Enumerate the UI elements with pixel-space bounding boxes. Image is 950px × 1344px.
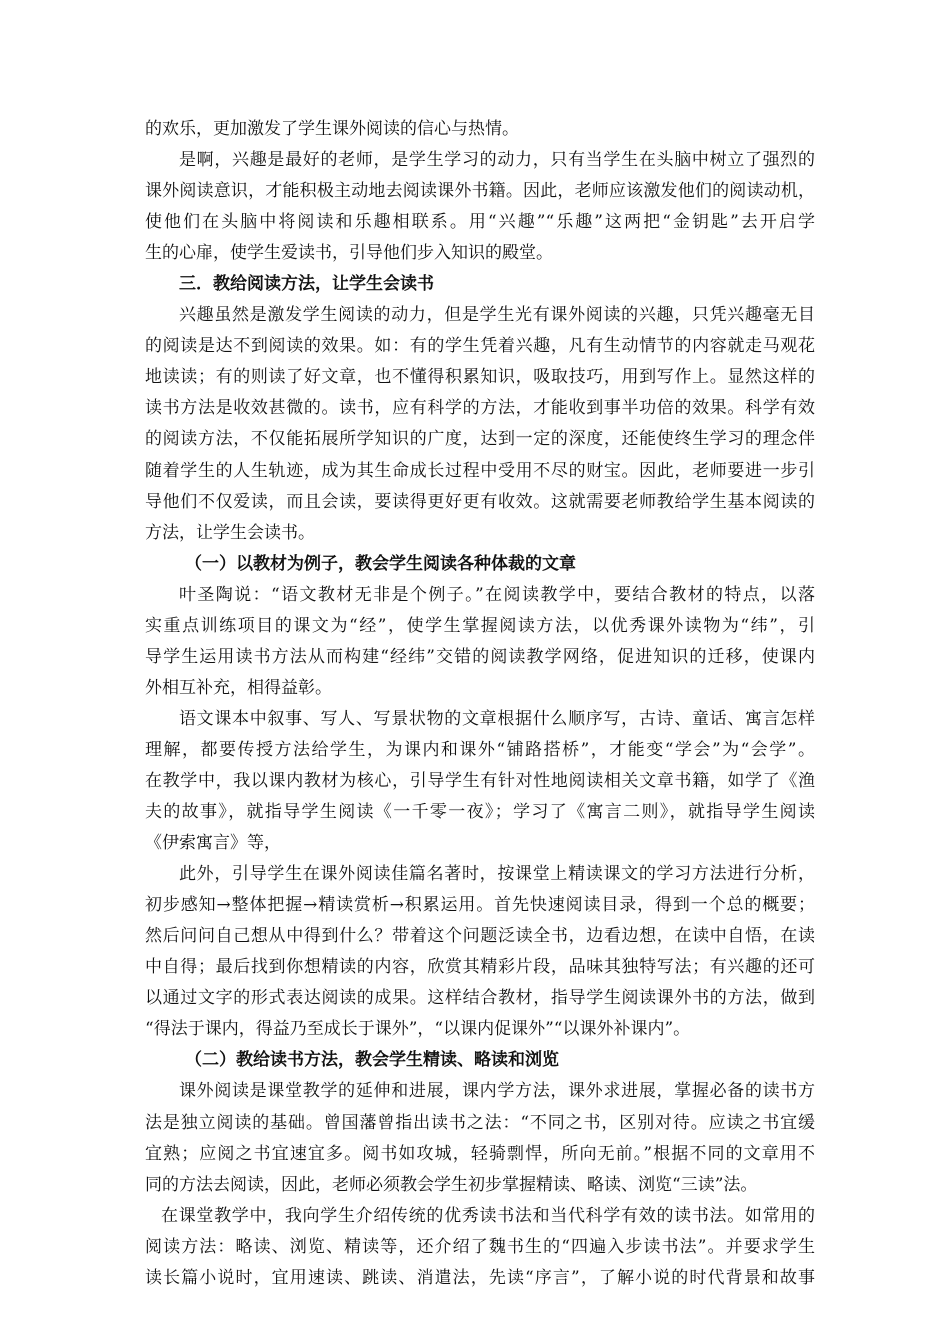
paragraph-line: 方法，让学生会读书。: [145, 522, 315, 543]
paragraph-line: 读书方法是收效甚微的。读书，应有科学的方法，才能收到事半功倍的效果。科学有效: [145, 398, 815, 419]
paragraph-line: 导学生运用读书方法从而构建“经纬”交错的阅读教学网络，促进知识的迁移，使课内: [145, 646, 815, 667]
paragraph-line: 此外，引导学生在课外阅读佳篇名著时，按课堂上精读课文的学习方法进行分析，: [179, 864, 815, 885]
paragraph-line: 《伊索寓言》等，: [145, 833, 281, 854]
paragraph-line: 然后问问自己想从中得到什么？带着这个问题泛读全书，边看边想，在读中自悟，在读: [145, 926, 815, 947]
section-heading: 三．教给阅读方法，让学生会读书: [179, 274, 434, 295]
paragraph-line: 生的心扉，使学生爱读书，引导他们步入知识的殿堂。: [145, 243, 553, 264]
paragraph-line: 夫的故事》，就指导学生阅读《一千零一夜》；学习了《寓言二则》，就指导学生阅读: [145, 802, 815, 823]
paragraph-line: 实重点训练项目的课文为“经”，使学生掌握阅读方法，以优秀课外读物为“纬”，引: [145, 615, 815, 636]
paragraph-line: 在课堂教学中，我向学生介绍传统的优秀读书法和当代科学有效的读书法。如常用的: [161, 1205, 815, 1226]
paragraph-line: 法是独立阅读的基础。曾国藩曾指出读书之法：“不同之书，区别对待。应读之书宜缓: [145, 1112, 815, 1133]
paragraph-line: “得法于课内，得益乃至成长于课外”，“以课内促课外”“以课外补课内”。: [145, 1019, 691, 1040]
paragraph-line: 语文课本中叙事、写人、写景状物的文章根据什么顺序写，古诗、童话、寓言怎样: [179, 708, 815, 729]
paragraph-line: 读长篇小说时，宜用速读、跳读、消遣法，先读“序言”，了解小说的时代背景和故事: [145, 1267, 815, 1288]
subsection-heading: （一）以教材为例子，教会学生阅读各种体裁的文章: [185, 553, 576, 574]
paragraph-line: 是啊，兴趣是最好的老师，是学生学习的动力，只有当学生在头脑中树立了强烈的: [179, 150, 815, 171]
paragraph-line: 同的方法去阅读，因此，老师必须教会学生初步掌握精读、略读、浏览“三读”法。: [145, 1174, 758, 1195]
document-body: [145, 114, 815, 1294]
paragraph-line: 外相互补充，相得益彰。: [145, 677, 332, 698]
paragraph-line: 课外阅读是课堂教学的延伸和进展，课内学方法，课外求进展，掌握必备的读书方: [179, 1081, 815, 1102]
subsection-heading: （二）教给读书方法，教会学生精读、略读和浏览: [185, 1050, 559, 1071]
paragraph-line: 理解，都要传授方法给学生，为课内和课外“铺路搭桥”，才能变“学会”为“会学”。: [145, 739, 815, 760]
paragraph-line: 初步感知→整体把握→精读赏析→积累运用。首先快速阅读目录，得到一个总的概要；: [145, 895, 815, 916]
paragraph-line: 的欢乐，更加激发了学生课外阅读的信心与热情。: [145, 119, 519, 139]
paragraph-line: 使他们在头脑中将阅读和乐趣相联系。用“兴趣”“乐趣”这两把“金钥匙”去开启学: [145, 212, 815, 233]
paragraph-line: 叶圣陶说：“语文教材无非是个例子。”在阅读教学中，要结合教材的特点，以落: [179, 584, 815, 605]
paragraph-line: 的阅读是达不到阅读的效果。如：有的学生凭着兴趣，凡有生动情节的内容就走马观花: [145, 336, 815, 357]
paragraph-line: 以通过文字的形式表达阅读的成果。这样结合教材，指导学生阅读课外书的方法，做到: [145, 988, 815, 1009]
paragraph-line: 中自得；最后找到你想精读的内容，欣赏其精彩片段，品味其独特写法；有兴趣的还可: [145, 957, 815, 978]
paragraph-line: 课外阅读意识，才能积极主动地去阅读课外书籍。因此，老师应该激发他们的阅读动机，: [145, 181, 815, 202]
paragraph-line: 宜熟；应阅之书宜速宜多。阅书如攻城，轻骑剽悍，所向无前。”根据不同的文章用不: [145, 1143, 815, 1164]
paragraph-line: 随着学生的人生轨迹，成为其生命成长过程中受用不尽的财宝。因此，老师要进一步引: [145, 460, 815, 481]
paragraph-line: 阅读方法：略读、浏览、精读等，还介绍了魏书生的“四遍入步读书法”。并要求学生: [145, 1236, 815, 1257]
paragraph-line: 在教学中，我以课内教材为核心，引导学生有针对性地阅读相关文章书籍，如学了《渔: [145, 770, 815, 791]
paragraph-line: 的阅读方法，不仅能拓展所学知识的广度，达到一定的深度，还能使终生学习的理念伴: [145, 429, 815, 450]
paragraph-line: 导他们不仅爱读，而且会读，要读得更好更有收效。这就需要老师教给学生基本阅读的: [145, 491, 815, 512]
paragraph-line: 兴趣虽然是激发学生阅读的动力，但是学生光有课外阅读的兴趣，只凭兴趣毫无目: [179, 305, 815, 326]
paragraph-line: 地读读；有的则读了好文章，也不懂得积累知识，吸取技巧，用到写作上。显然这样的: [145, 367, 815, 388]
